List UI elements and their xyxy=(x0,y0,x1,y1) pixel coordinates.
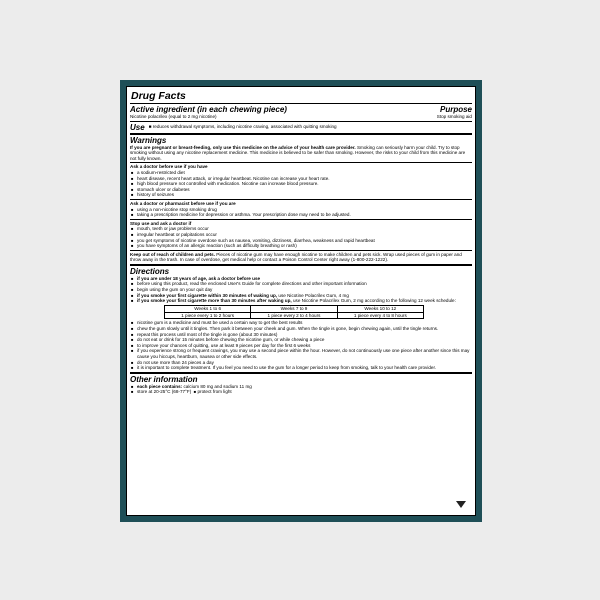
purpose-heading: Purpose xyxy=(439,105,472,114)
list-item: ■ stomach ulcer or diabetes xyxy=(130,187,472,193)
directions-section xyxy=(130,266,472,374)
list-item: ■ mouth, teeth or jaw problems occur xyxy=(130,226,472,232)
list-item: ■ each piece contains: calcium 80 mg and sodium 11 mg xyxy=(130,384,472,390)
list-item: ■ if you are under 18 years of age, ask a doctor before use xyxy=(130,276,472,282)
stop-use-block xyxy=(130,219,472,249)
list-item: ■ do not eat or drink for 15 minutes before chewing the nicotine gum, or while chewing a piece xyxy=(130,337,472,343)
ask-pharmacist-block xyxy=(130,199,472,218)
ask-doctor-heading: Ask a doctor before use if you have xyxy=(130,164,208,170)
drug-facts-title: Drug Facts xyxy=(130,87,472,104)
list-item: ■ taking a prescription medicine for depression or asthma. Your prescription dose may need to be adjusted. xyxy=(130,212,472,218)
list-item: ■ nicotine gum is a medicine and must be used a certain way to get the best results xyxy=(130,320,472,326)
schedule-cell: 1 piece every 1 to 2 hours xyxy=(165,312,251,319)
list-item: ■ chew the gum slowly until it tingles. Then park it between your cheek and gum. When the tingle is gone, begin chewing again, until the tingle returns. xyxy=(130,326,472,332)
down-triangle-icon xyxy=(456,501,466,508)
pregnancy-warning: If you are pregnant or breast-feeding, only use this medicine on the advice of your health care provider. Smoking can seriously harm your child. Try to stop smoking without using any nicotine replacement medicine. This medicine is believed to be safer than smoking. However, the risks to your child from this medicine are not fully known. xyxy=(130,144,466,161)
active-ingredient-heading: Active ingredient (in each chewing piece) xyxy=(130,105,287,114)
list-item: ■ irregular heartbeat or palpitations occur xyxy=(130,232,472,238)
list-item: ■ you get symptoms of nicotine overdose such as nausea, vomiting, dizziness, diarrhea, weakness and rapid heartbeat xyxy=(130,238,472,244)
list-item: ■ repeat this process until most of the tingle is gone (about 30 minutes) xyxy=(130,332,472,338)
list-item: ■ it is important to complete treatment. If you feel you need to use the gum for a longer period to keep from smoking, talk to your health care provider. xyxy=(130,365,472,371)
warnings-section xyxy=(130,135,472,266)
stop-use-heading: Stop use and ask a doctor if xyxy=(130,220,192,226)
keep-out-of-reach: Keep out of reach of children and pets. Pieces of nicotine gum may have enough nicotine to make children and pets sick. Wrap used pieces of gum in paper and throw away in the trash. In case of overdose, get medical help or contact a Poison Control Center right away (1-800-222-1222). xyxy=(130,250,472,263)
active-ingredient-section xyxy=(130,104,472,122)
list-item: ■ store at 20-25°C (68-77°F) ■ protect from light xyxy=(130,389,472,395)
use-section xyxy=(130,122,472,135)
dosing-schedule-table xyxy=(164,305,424,320)
list-item: ■ to improve your chances of quitting, use at least 9 pieces per day for the first 6 weeks xyxy=(130,343,472,349)
other-information-heading: Other information xyxy=(130,374,198,384)
ask-doctor-block xyxy=(130,162,472,198)
purpose-text: Stop smoking aid xyxy=(436,114,472,119)
list-item: ■ if you smoke your first cigarette more than 30 minutes after waking up, use Nicotine Polacrilex Gum, 2 mg according to the following 12 week schedule: xyxy=(130,298,472,304)
list-item: ■ using a non-nicotine stop smoking drug xyxy=(130,207,472,213)
list-item: ■ a sodium-restricted diet xyxy=(130,170,472,176)
ask-pharmacist-heading: Ask a doctor or pharmacist before use if you are xyxy=(130,200,236,206)
drug-facts-panel xyxy=(126,86,476,516)
schedule-header: Weeks 1 to 6 xyxy=(165,305,251,312)
product-box xyxy=(120,80,482,522)
schedule-header: Weeks 10 to 12 xyxy=(337,305,423,312)
list-item: ■ if you smoke your first cigarette within 30 minutes of waking up, use Nicotine Polacrilex Gum, 4 mg xyxy=(130,293,472,299)
list-item: ■ heart disease, recent heart attack, or irregular heartbeat. Nicotine can increase your heart rate. xyxy=(130,176,472,182)
use-heading: Use xyxy=(130,122,145,132)
list-item: ■ history of seizures xyxy=(130,192,472,198)
list-item: ■ begin using the gum on your quit day xyxy=(130,287,472,293)
list-item: ■ you have symptoms of an allergic reaction (such as difficulty breathing or rash) xyxy=(130,243,472,249)
other-information-section xyxy=(130,374,472,396)
warnings-heading: Warnings xyxy=(130,135,167,145)
schedule-cell: 1 piece every 2 to 4 hours xyxy=(251,312,337,319)
list-item: ■ do not use more than 24 pieces a day xyxy=(130,360,472,366)
schedule-cell: 1 piece every 4 to 8 hours xyxy=(337,312,423,319)
directions-heading: Directions xyxy=(130,266,170,276)
list-item: ■ if you experience strong or frequent cravings, you may use a second piece within the hour. However, do not continuously use one piece after another since this may cause you hiccups, heartburn, nausea or other side effects. xyxy=(130,348,472,359)
list-item: ■ before using this product, read the enclosed User's Guide for complete directions and other important information xyxy=(130,281,472,287)
ingredient-text: Nicotine polacrilex (equal to 2 mg nicotine) xyxy=(130,114,217,119)
list-item: ■ high blood pressure not controlled with medication. Nicotine can increase blood pressure. xyxy=(130,181,472,187)
schedule-header: Weeks 7 to 9 xyxy=(251,305,337,312)
use-text: ■ reduces withdrawal symptoms, including nicotine craving, associated with quitting smoking xyxy=(148,124,337,130)
